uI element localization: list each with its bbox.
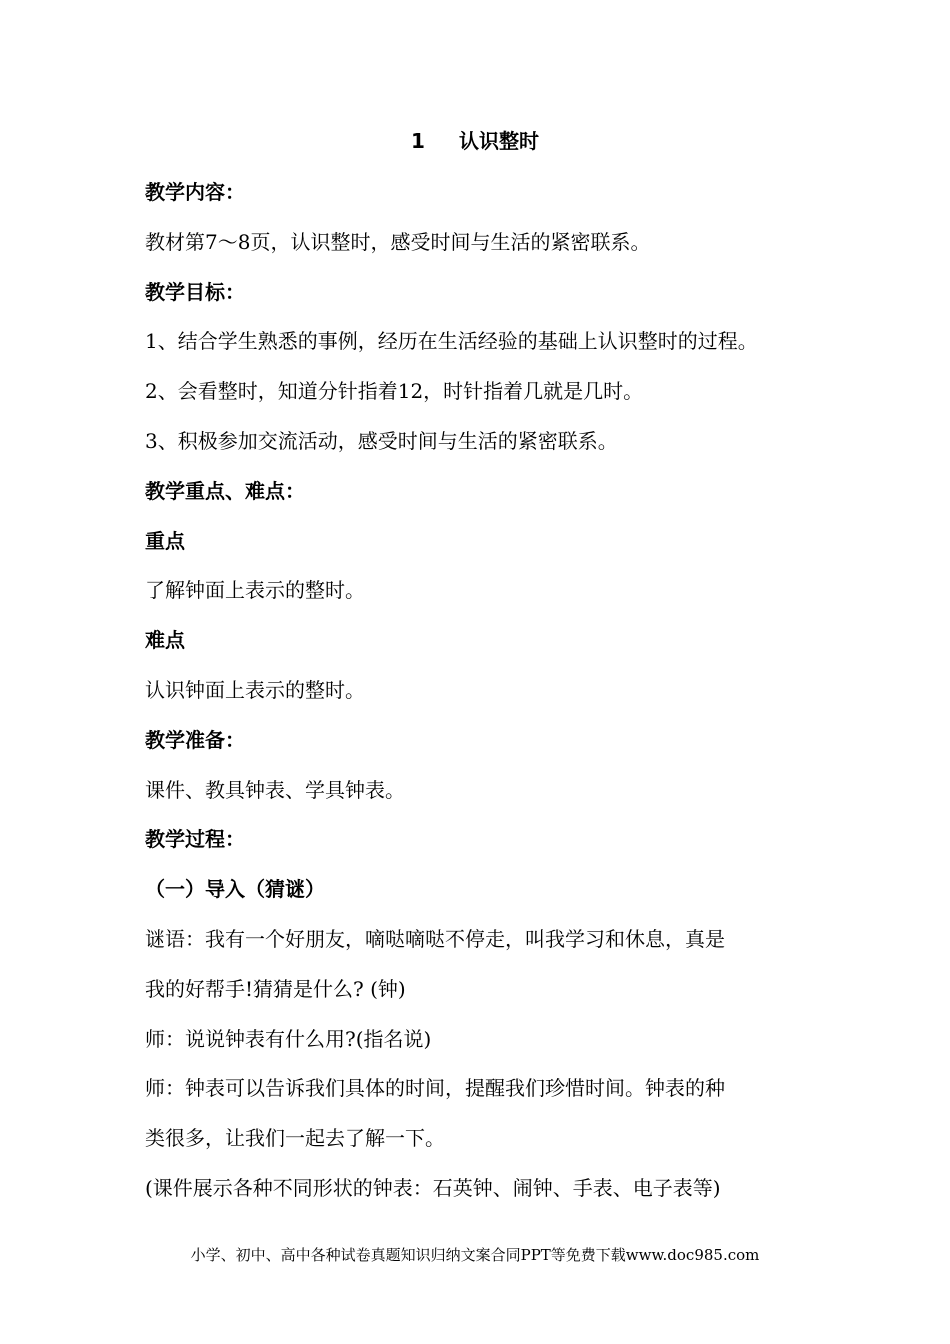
- riddle-line-2: 我的好帮手!猜猜是什么? (钟): [145, 977, 406, 1001]
- goal-item-3: 3、积极参加交流活动，感受时间与生活的紧密联系。: [145, 429, 618, 453]
- teacher-line-2a: 师：钟表可以告诉我们具体的时间，提醒我们珍惜时间。钟表的种: [145, 1076, 725, 1100]
- riddle-line-1: 谜语：我有一个好朋友，嘀哒嘀哒不停走，叫我学习和休息，真是: [145, 927, 725, 951]
- paragraph-key-point: 了解钟面上表示的整时。: [145, 578, 365, 602]
- subheading-key-point: 重点: [145, 529, 185, 553]
- goal-item-2: 2、会看整时，知道分针指着12，时针指着几就是几时。: [145, 379, 644, 403]
- page-footer: 小学、初中、高中各种试卷真题知识归纳文案合同PPT等免费下载www.doc985.com: [190, 1246, 760, 1264]
- heading-teaching-process: 教学过程：: [145, 827, 245, 851]
- heading-teaching-preparation: 教学准备：: [145, 728, 245, 752]
- courseware-note: (课件展示各种不同形状的钟表：石英钟、闹钟、手表、电子表等): [145, 1176, 721, 1200]
- subheading-introduction: （一）导入（猜谜）: [145, 877, 325, 901]
- lesson-title: [0, 128, 950, 154]
- subheading-difficult-point: 难点: [145, 628, 185, 652]
- paragraph-difficult-point: 认识钟面上表示的整时。: [145, 678, 365, 702]
- lesson-title-text: 认识整时: [458, 129, 539, 153]
- lesson-number: 1: [411, 129, 425, 153]
- heading-key-difficult-points: 教学重点、难点：: [145, 479, 305, 503]
- teacher-line-2b: 类很多，让我们一起去了解一下。: [145, 1126, 445, 1150]
- heading-teaching-content: 教学内容：: [145, 180, 245, 204]
- heading-teaching-goals: 教学目标：: [145, 280, 245, 304]
- teacher-line-1: 师：说说钟表有什么用?(指名说): [145, 1027, 432, 1051]
- goal-item-1: 1、结合学生熟悉的事例，经历在生活经验的基础上认识整时的过程。: [145, 329, 758, 353]
- paragraph-teaching-preparation: 课件、教具钟表、学具钟表。: [145, 778, 405, 802]
- paragraph-teaching-content: 教材第7～8页，认识整时，感受时间与生活的紧密联系。: [145, 230, 651, 254]
